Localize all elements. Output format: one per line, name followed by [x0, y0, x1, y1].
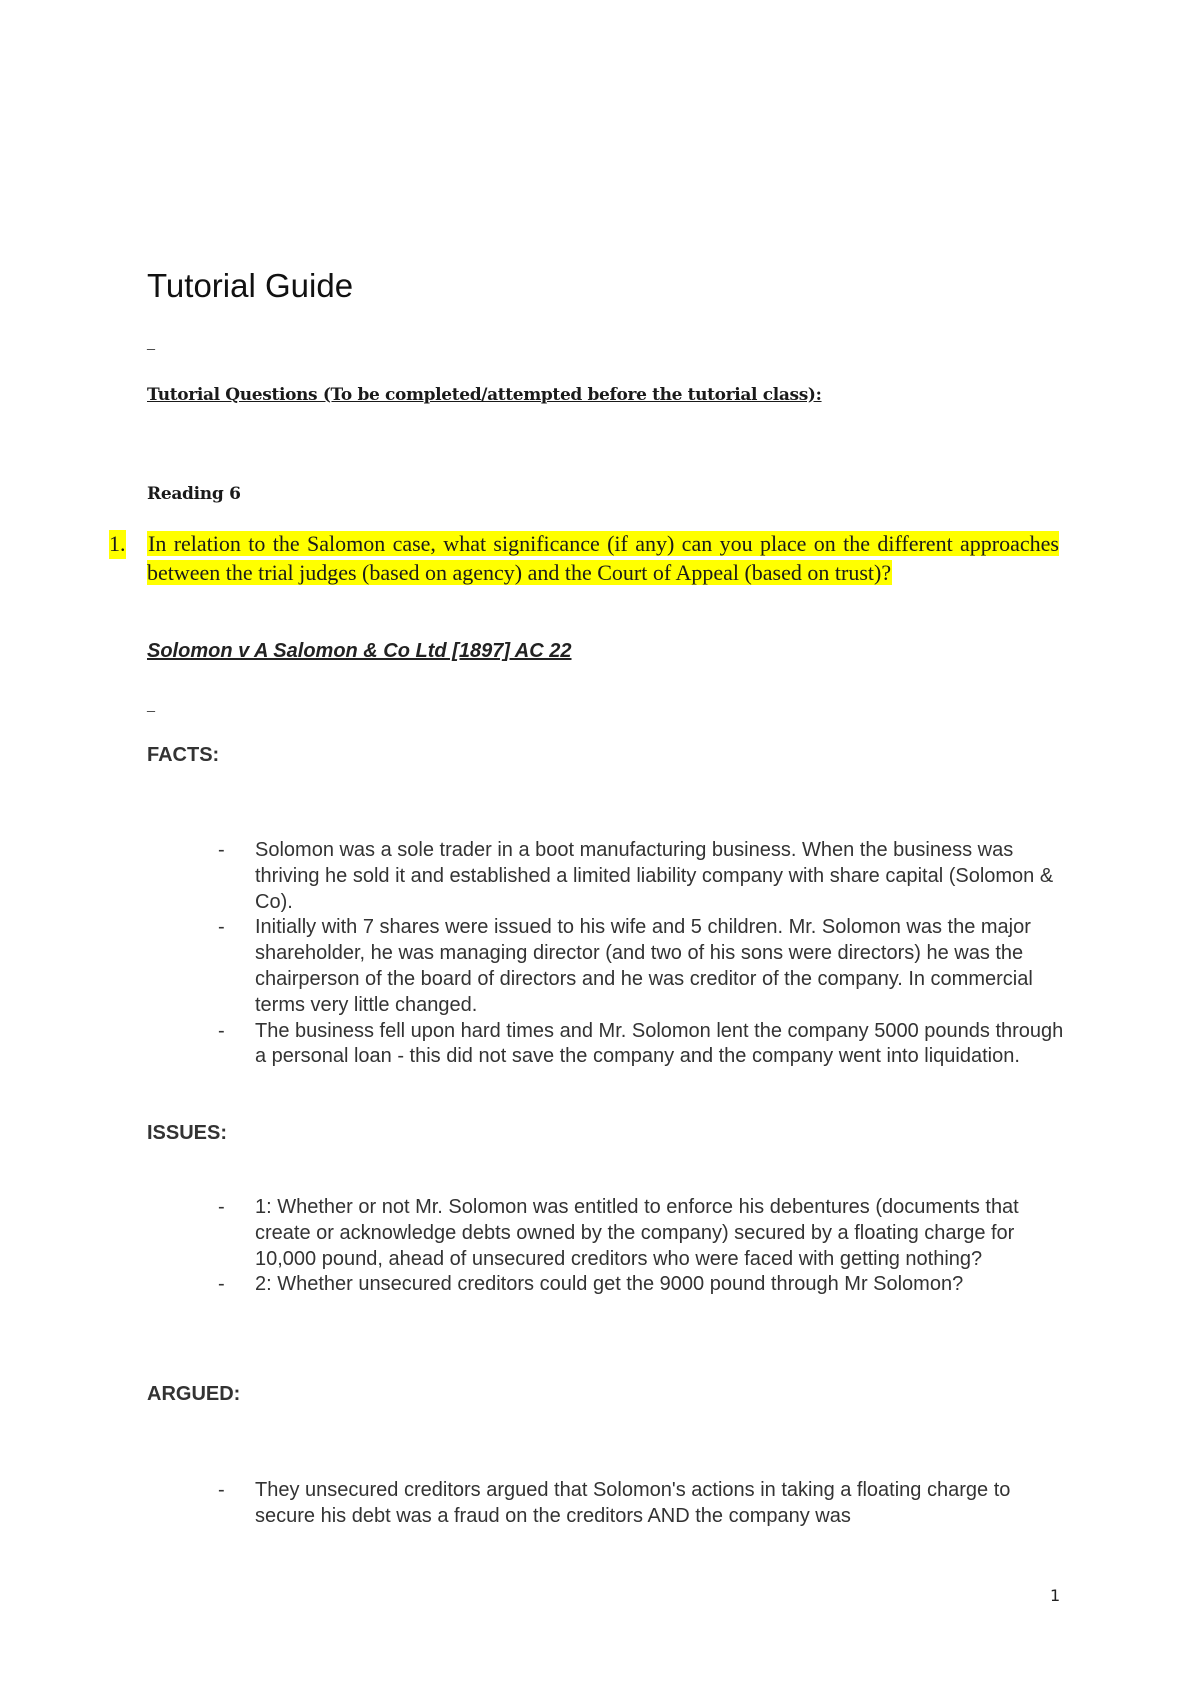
bullet-mark: -: [218, 1196, 225, 1218]
issues-list: [213, 1195, 1073, 1298]
facts-bullet-1: Solomon was a sole trader in a boot manufacturing business. When the business was thriving he sold it and established a limited liability company with share capital (Solomon & Co).: [255, 839, 1054, 913]
facts-bullet-2: Initially with 7 shares were issued to his wife and 5 children. Mr. Solomon was the major shareholder, he was managing director (and two of his sons were directors) he was the chairperson of the board of directors and he was creditor of the company. In commercial terms very little changed.: [255, 916, 1033, 1016]
issues-bullet-2: 2: Whether unsecured creditors could get the 9000 pound through Mr Solomon?: [255, 1273, 964, 1296]
list-item: [213, 1478, 1073, 1530]
tutorial-questions-heading: Tutorial Questions (To be completed/attempted before the tutorial class):: [147, 385, 822, 405]
list-item: [213, 838, 1073, 915]
list-item: [213, 1195, 1073, 1272]
page-number: 1: [1050, 1586, 1061, 1605]
argued-bullet-1: They unsecured creditors argued that Solomon's actions in taking a floating charge to secure his debt was a fraud on the creditors AND the company was: [255, 1479, 1011, 1527]
facts-heading: FACTS:: [147, 744, 220, 766]
spacer-mark: _: [147, 335, 155, 352]
case-citation: Solomon v A Salomon & Co Ltd [1897] AC 22: [147, 640, 572, 662]
page-title: Tutorial Guide: [147, 267, 354, 304]
facts-bullet-3: The business fell upon hard times and Mr. Solomon lent the company 5000 pounds through a personal loan - this did not save the company and the company went into liquidation.: [255, 1019, 1064, 1068]
bullet-mark: -: [218, 1019, 225, 1042]
bullet-mark: -: [218, 1273, 225, 1296]
list-item: [213, 915, 1073, 1018]
bullet-mark: -: [218, 1479, 225, 1501]
bullet-mark: -: [218, 839, 225, 861]
bullet-mark: -: [218, 916, 225, 939]
issues-bullet-1: 1: Whether or not Mr. Solomon was entitled to enforce his debentures (documents that create or acknowledge debts owned by the company) secured by a floating charge for 10,000 pound, ahead of unsecured creditors who were faced with getting nothing?: [255, 1196, 1019, 1270]
argued-list: [213, 1478, 1073, 1530]
facts-list: [213, 838, 1073, 1070]
list-item: [213, 1019, 1073, 1071]
question-1: [109, 530, 1059, 587]
issues-heading: ISSUES:: [147, 1122, 228, 1144]
spacer-mark-2: _: [147, 697, 155, 714]
question-number: 1.: [109, 530, 126, 559]
list-item: [213, 1272, 1073, 1298]
reading-label: Reading 6: [147, 484, 241, 504]
question-text: In relation to the Salomon case, what significance (if any) can you place on the different approaches between the trial judges (based on agency) and the Court of Appeal (based on trust)?: [147, 531, 1059, 585]
argued-heading: ARGUED:: [147, 1383, 241, 1405]
